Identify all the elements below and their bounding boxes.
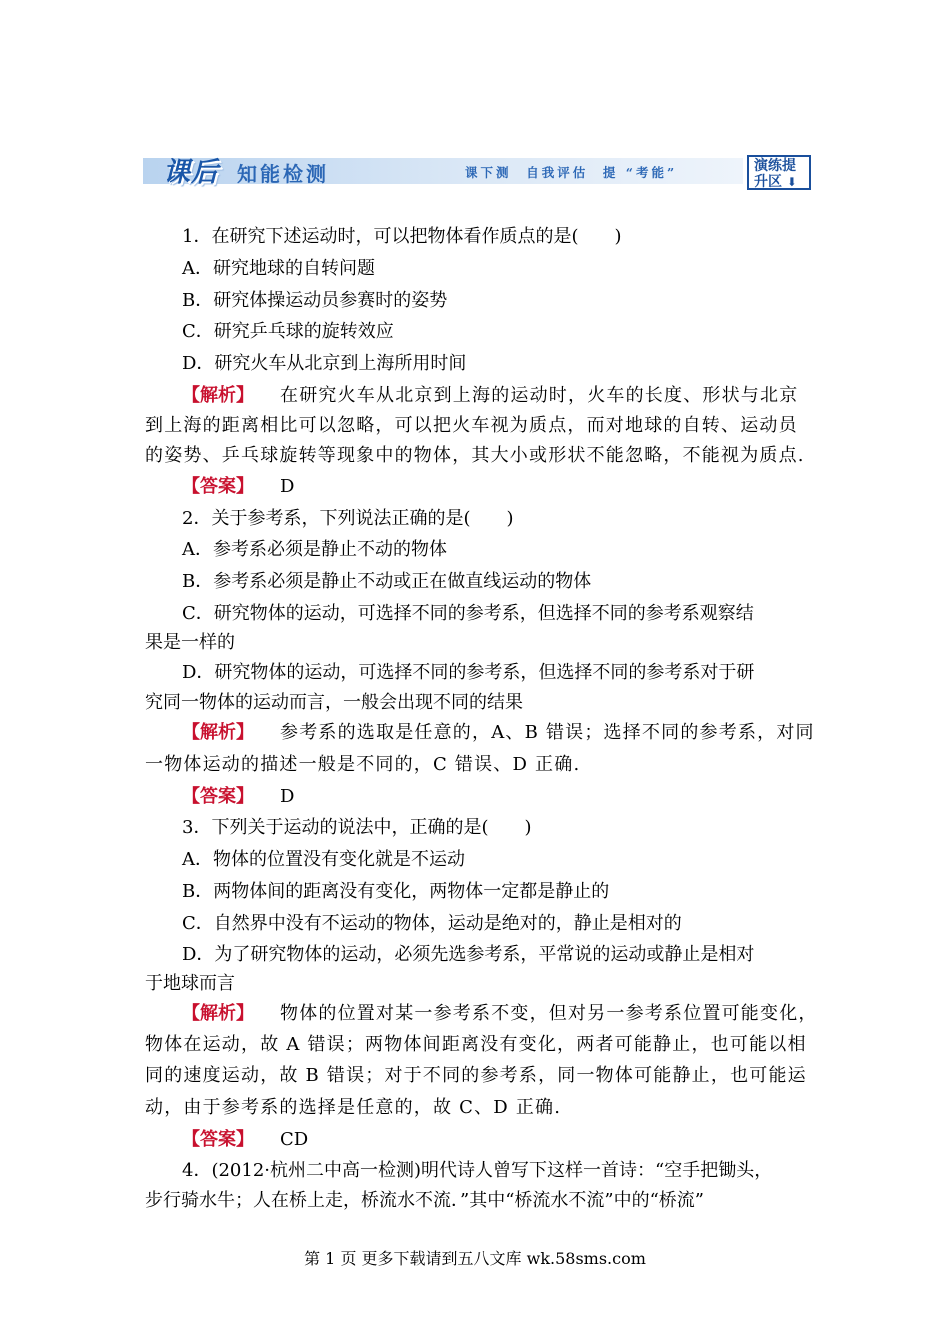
practice-zone-label-2-row [754,174,809,190]
q2-option-c: C．研究物体的运动，可选择不同的参考系，但选择不同的参考系观察结 [182,603,754,624]
answer-tag: 【答案】 [182,476,254,497]
q4-stem: 4．(2012·杭州二中高一检测)明代诗人曾写下这样一首诗：“空手把锄头， [182,1160,773,1181]
q2-answer: D [280,786,295,807]
analysis-tag: 【解析】 [182,385,254,406]
q1-option-d: D．研究火车从北京到上海所用时间 [182,353,467,374]
answer-tag: 【答案】 [182,1129,254,1150]
q2-analysis-row [182,722,815,744]
banner-title-small: 知能检测 [237,162,329,186]
q2-answer-row [182,786,294,808]
q3-analysis-line: 动，由于参考系的选择是任意的，故 C、D 正确. [145,1097,562,1118]
banner-title-big: 课后 [163,157,219,188]
q3-option-b: B．两物体间的距离没有变化，两物体一定都是静止的 [182,881,610,902]
q1-analysis-line: 在研究火车从北京到上海的运动时，火车的长度、形状与北京 [280,385,799,406]
q4-stem-cont: 步行骑水牛；人在桥上走，桥流水不流．”其中“桥流水不流”中的“桥流” [145,1190,705,1211]
section-banner [143,150,815,192]
q3-answer: CD [280,1129,309,1150]
q3-stem: 3．下列关于运动的说法中，正确的是( ) [182,817,532,838]
q1-analysis-line: 到上海的距离相比可以忽略，可以把火车视为质点，而对地球的自转、运动员 [145,415,798,436]
q3-analysis-line: 同的速度运动，故 B 错误；对于不同的参考系，同一物体可能静止，也可能运 [145,1065,807,1086]
q1-option-c: C．研究乒乓球的旋转效应 [182,321,394,342]
q2-option-a: A．参考系必须是静止不动的物体 [182,539,447,560]
q3-option-d: D．为了研究物体的运动，必须先选参考系，平常说的运动或静止是相对 [182,944,755,965]
q2-analysis-line: 参考系的选取是任意的，A、B 错误；选择不同的参考系，对同 [280,722,815,743]
q3-option-d-cont: 于地球而言 [145,973,235,994]
q1-stem: 1．在研究下述运动时，可以把物体看作质点的是( ) [182,226,622,247]
practice-zone-label-2: 升区 [754,174,782,190]
q3-answer-row [182,1129,308,1151]
q3-analysis-line: 物体的位置对某一参考系不变，但对另一参考系位置可能变化， [280,1003,818,1024]
q2-stem: 2．关于参考系，下列说法正确的是( ) [182,508,514,529]
answer-tag: 【答案】 [182,786,254,807]
q3-analysis-row [182,1003,818,1025]
q3-option-a: A．物体的位置没有变化就是不运动 [182,849,465,870]
q2-option-c-cont: 果是一样的 [145,632,235,653]
q2-option-d: D．研究物体的运动，可选择不同的参考系，但选择不同的参考系对于研 [182,662,755,683]
q1-analysis-row [182,385,798,407]
q1-answer: D [280,476,295,497]
analysis-tag: 【解析】 [182,722,254,743]
q1-answer-row [182,476,294,498]
q3-option-c: C．自然界中没有不运动的物体，运动是绝对的，静止是相对的 [182,913,682,934]
practice-zone-box [747,155,811,190]
q3-analysis-line: 物体在运动，故 A 错误；两物体间距离没有变化，两者可能静止，也可能以相 [145,1034,807,1055]
q2-option-d-cont: 究同一物体的运动而言，一般会出现不同的结果 [145,692,523,713]
page-footer: 第 1 页 更多下载请到五八文库 wk.58sms.com [304,1249,646,1268]
q1-option-a: A．研究地球的自转问题 [182,258,375,279]
banner-tagline: 课下测 自我评估 提 “考能” [465,165,678,180]
q2-option-b: B．参考系必须是静止不动或正在做直线运动的物体 [182,571,592,592]
analysis-tag: 【解析】 [182,1003,254,1024]
q1-analysis-line: 的姿势、乒乓球旋转等现象中的物体，其大小或形状不能忽略，不能视为质点. [145,445,805,466]
practice-zone-label-1: 演练提 [754,158,796,174]
q2-analysis-line: 一物体运动的描述一般是不同的，C 错误、D 正确. [145,754,581,775]
arrow-down-icon: ⬇ [786,175,797,189]
q1-option-b: B．研究体操运动员参赛时的姿势 [182,290,448,311]
